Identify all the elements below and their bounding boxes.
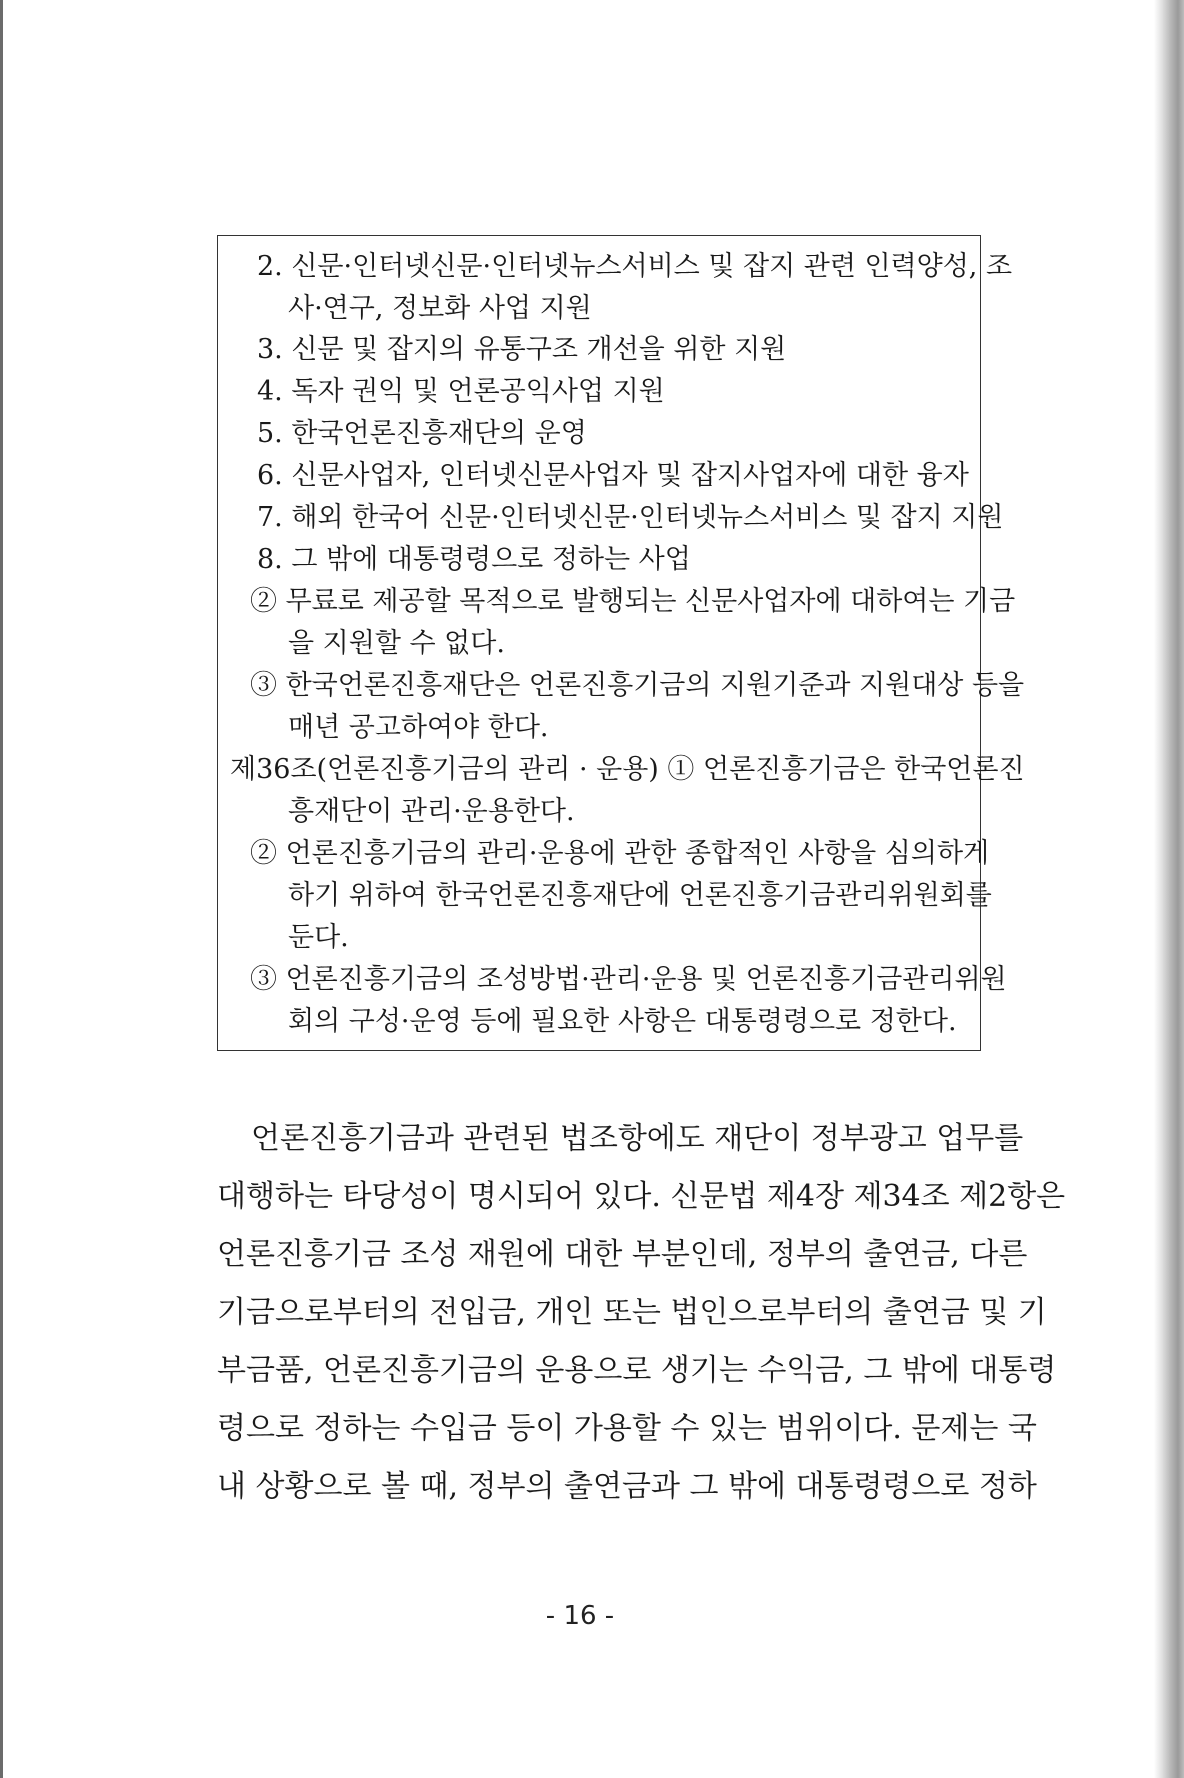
body-paragraph-line: 언론진흥기금과 관련된 법조항에도 재단이 정부광고 업무를 xyxy=(251,1121,1024,1156)
body-paragraph-line: 언론진흥기금 조성 재원에 대한 부분인데, 정부의 출연금, 다른 xyxy=(217,1237,1028,1272)
body-paragraph-line: 부금품, 언론진흥기금의 운용으로 생기는 수익금, 그 밖에 대통령 xyxy=(217,1353,1057,1388)
law-line: 둔다. xyxy=(288,922,349,953)
law-line: 매년 공고하여야 한다. xyxy=(288,712,549,743)
body-paragraph-line: 대행하는 타당성이 명시되어 있다. 신문법 제4장 제34조 제2항은 xyxy=(217,1179,1066,1214)
law-line: 을 지원할 수 없다. xyxy=(288,628,505,659)
law-article-heading: 제36조(언론진흥기금의 관리 · 운용) ① 언론진흥기금은 한국언론진 xyxy=(230,754,1025,785)
law-line: 하기 위하여 한국언론진흥재단에 언론진흥기금관리위원회를 xyxy=(288,880,992,911)
body-paragraph-line: 기금으로부터의 전입금, 개인 또는 법인으로부터의 출연금 및 기 xyxy=(217,1295,1047,1330)
law-line: 흥재단이 관리·운용한다. xyxy=(288,796,575,827)
law-line: 3. 신문 및 잡지의 유통구조 개선을 위한 지원 xyxy=(257,334,787,365)
law-line: ③ 한국언론진흥재단은 언론진흥기금의 지원기준과 지원대상 등을 xyxy=(250,670,1025,701)
law-line: ② 언론진흥기금의 관리·운용에 관한 종합적인 사항을 심의하게 xyxy=(250,838,990,869)
law-line: 5. 한국언론진흥재단의 운영 xyxy=(257,418,587,449)
page-left-edge xyxy=(0,0,3,1778)
law-line: 사·연구, 정보화 사업 지원 xyxy=(288,293,592,324)
law-line: 4. 독자 권익 및 언론공익사업 지원 xyxy=(257,376,665,407)
body-paragraph-line: 령으로 정하는 수입금 등이 가용할 수 있는 범위이다. 문제는 국 xyxy=(217,1411,1037,1446)
law-line: 회의 구성·운영 등에 필요한 사항은 대통령령으로 정한다. xyxy=(288,1006,957,1037)
page-number: - 16 - xyxy=(545,1601,615,1631)
body-paragraph-line: 내 상황으로 볼 때, 정부의 출연금과 그 밖에 대통령령으로 정하 xyxy=(217,1469,1037,1504)
page-edge-shadow xyxy=(1154,0,1184,1778)
law-line: 2. 신문·인터넷신문·인터넷뉴스서비스 및 잡지 관련 인력양성, 조 xyxy=(257,251,1013,282)
law-line: 8. 그 밖에 대통령령으로 정하는 사업 xyxy=(257,544,691,575)
law-line: 7. 해외 한국어 신문·인터넷신문·인터넷뉴스서비스 및 잡지 지원 xyxy=(257,502,1004,533)
law-line: ③ 언론진흥기금의 조성방법·관리·운용 및 언론진흥기금관리위원 xyxy=(250,964,1007,995)
law-line: 6. 신문사업자, 인터넷신문사업자 및 잡지사업자에 대한 융자 xyxy=(257,460,969,491)
law-line: ② 무료로 제공할 목적으로 발행되는 신문사업자에 대하여는 기금 xyxy=(250,586,1016,617)
